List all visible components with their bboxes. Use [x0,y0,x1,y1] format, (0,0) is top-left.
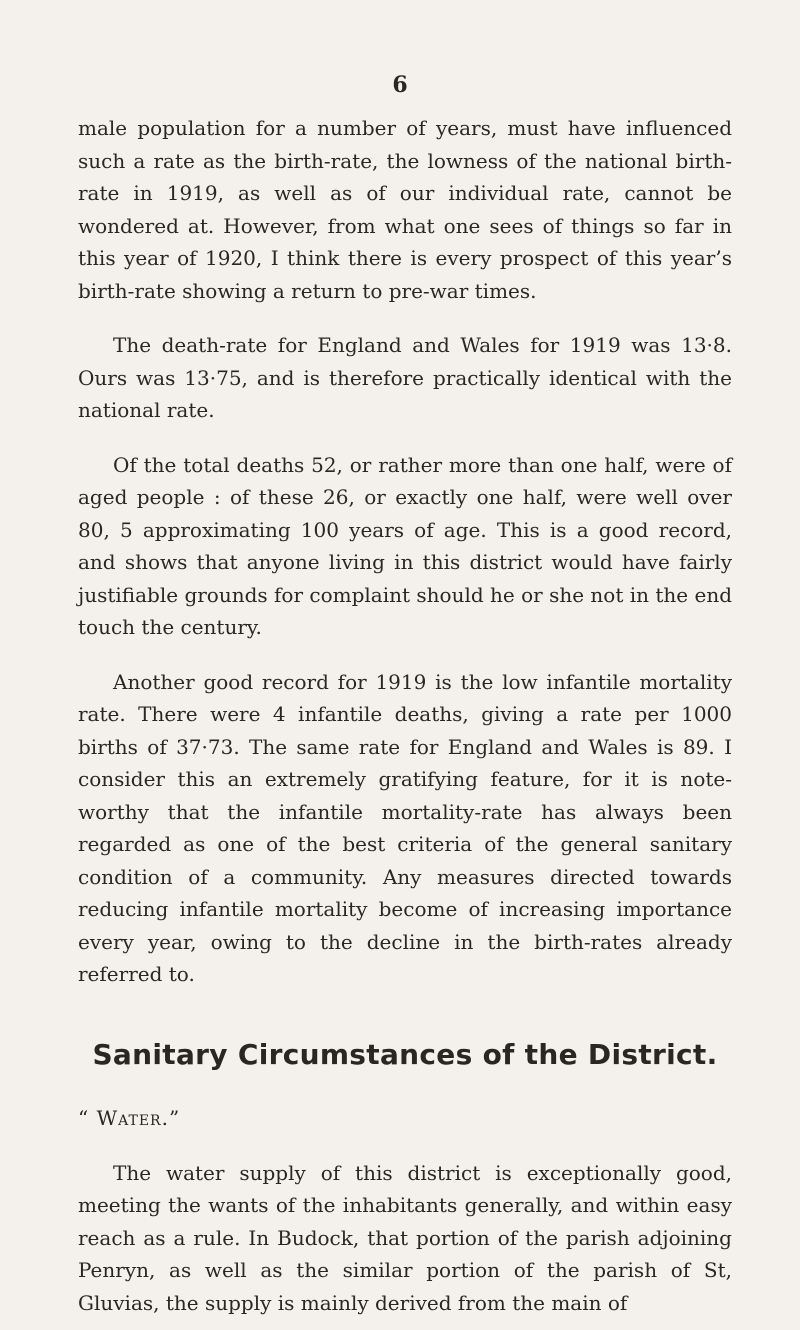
paragraph-water-supply: The water supply of this district is exceptionally good, meeting the wants of the inhabitants generally, and within easy reach as a rule. In Budock, that portion of the parish adjoining Penryn, as well as the similar portion of the parish of St, Gluvias, the supply is mainly derived from the main of [78,1160,732,1315]
page-number: 6 [392,72,408,98]
paragraph-birth-rate: male population for a number of years, must have influenced such a rate as the birth-rate, the lowness of the national birth-rate in 1919, as well as of our individual rate, cannot be wondered at. However, from what one sees of things so far in this year of 1920, I think there is every prospect of this year’s birth-rate showing a return to pre-war times. [78,116,732,303]
section-heading: Sanitary Circumstances of the District. [92,1037,718,1071]
paragraph-infantile-mortality: Another good record for 1919 is the low infantile mortality rate. There were 4 infantile deaths, giving a rate per 1000 births of 37·73. The same rate for England and Wales is 89. I consider this an extremely gratifying feature, for it is note-worthy that the infantile mortality-rate has always been regarded as one of the best criteria of the general sanitary condition of a community. Any measures directed towards reducing infantile mortality become of increasing importance every year, owing to the decline in the birth-rates already referred to. [78,669,732,986]
body-text [78,112,732,1319]
paragraph-death-rate: The death-rate for England and Wales for 1919 was 13·8. Ours was 13·75, and is therefore practically identical with the national rate. [78,333,732,422]
paragraph-aged-deaths: Of the total deaths 52, or rather more than one half, were of aged people : of these 26, or exactly one half, were well over 80, 5 approximating 100 years of age. This is a good record, and shows that anyone living in this district would have fairly justifiable grounds for complaint should he or she not in the end touch the century. [78,452,732,639]
subheading-water: “ Water.” [78,1105,181,1130]
